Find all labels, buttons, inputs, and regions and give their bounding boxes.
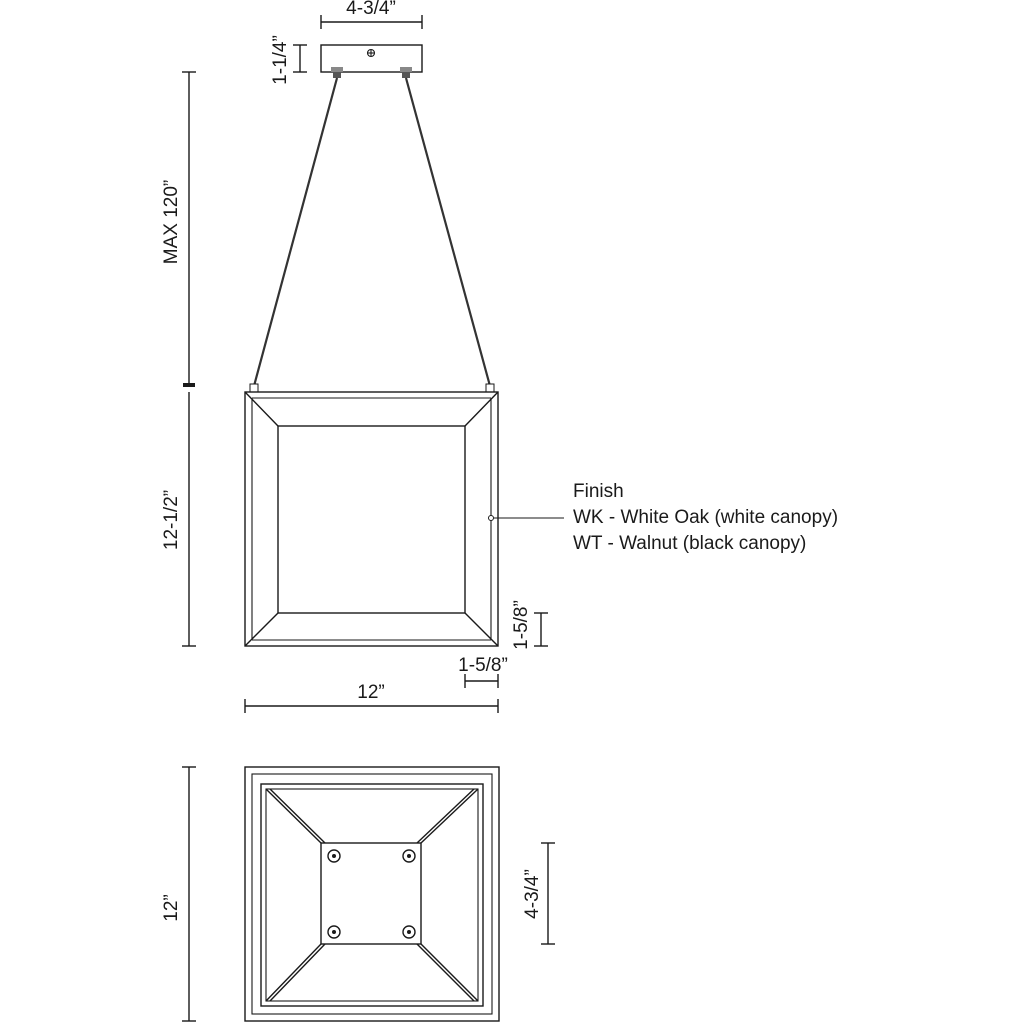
finish-callout	[494, 481, 838, 554]
mounting-hole-bottom-right-icon	[403, 926, 415, 938]
bottom-inner-dimension	[522, 843, 555, 944]
right-cable	[406, 78, 490, 386]
bottom-depth-label: 12”	[161, 894, 182, 922]
mounting-hole-bottom-left-icon	[328, 926, 340, 938]
bottom-depth-dimension	[161, 767, 196, 1021]
fixture-height-label: 12-1/2”	[161, 489, 182, 551]
left-cable	[254, 78, 337, 386]
fixture-front-view	[245, 392, 498, 646]
fixture-width-label: 12”	[357, 682, 385, 703]
canopy	[321, 45, 422, 78]
canopy-height-label: 1-1/4”	[270, 35, 291, 85]
max-height-label: MAX 120”	[161, 179, 182, 265]
fixture-width-dimension	[245, 682, 498, 713]
bottom-inner-label: 4-3/4”	[522, 869, 543, 919]
max-height-dimension	[161, 72, 196, 387]
finish-option-wt: WT - Walnut (black canopy)	[573, 533, 807, 554]
canopy-width-dimension	[321, 0, 422, 29]
mounting-hole-top-left-icon	[328, 850, 340, 862]
finish-callout-point	[489, 516, 494, 521]
frame-vertical-label: 1-5/8”	[511, 600, 532, 650]
right-cable-end	[486, 384, 494, 392]
suspension-cables	[250, 78, 494, 392]
finish-title: Finish	[573, 481, 624, 502]
canopy-screw-icon	[368, 50, 375, 57]
fixture-height-dimension	[161, 392, 196, 646]
frame-horizontal-dimension	[458, 655, 508, 688]
finish-option-wk: WK - White Oak (white canopy)	[573, 507, 839, 528]
mounting-hole-top-right-icon	[403, 850, 415, 862]
left-cable-end	[250, 384, 258, 392]
frame-vertical-dimension	[511, 600, 548, 650]
canopy-height-dimension	[270, 35, 307, 85]
fixture-bottom-view	[245, 767, 499, 1021]
frame-horizontal-label: 1-5/8”	[458, 655, 508, 676]
canopy-width-label: 4-3/4”	[346, 0, 396, 19]
